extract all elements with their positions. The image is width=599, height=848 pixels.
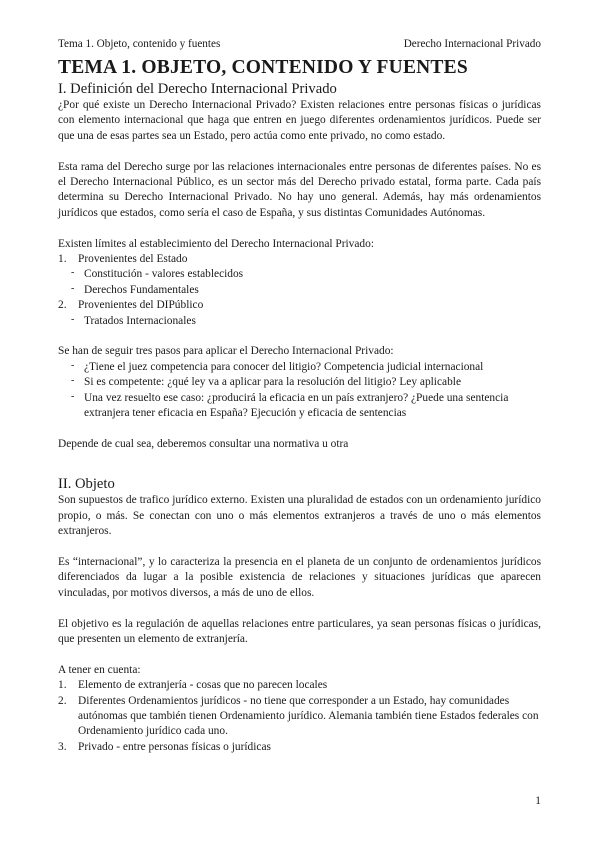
steps-list bbox=[58, 360, 541, 422]
list-item-label: Provenientes del Estado bbox=[78, 253, 188, 266]
header-subject: Derecho Internacional Privado bbox=[403, 38, 541, 50]
dash-bullet: - bbox=[71, 359, 75, 371]
sub-list-item: - Tratados Internacionales bbox=[71, 313, 196, 327]
dash-bullet: - bbox=[71, 267, 75, 279]
paragraph: A tener en cuenta: bbox=[58, 663, 141, 676]
list-item: 1. Elemento de extranjería - cosas que no parecen locales bbox=[58, 678, 541, 693]
list-item bbox=[58, 252, 541, 298]
page-number: 1 bbox=[535, 795, 541, 807]
document-title: TEMA 1. OBJETO, CONTENIDO Y FUENTES bbox=[58, 57, 468, 78]
paragraph: Es “internacional”, y lo caracteriza la presencia en el planeta de un conjunto de ordenamientos jurídicos diferenciados da lugar a la posible existencia de relaciones y situaciones jurídicas que aparecen vinculadas, por motivos diversos, a más de uno de ellos. bbox=[58, 555, 541, 599]
sub-list-item: - Derechos Fundamentales bbox=[71, 282, 199, 296]
paragraph: El objetivo es la regulación de aquellas relaciones entre particulares, ya sean personas físicas o jurídicas, que presenten un elemento de extranjería. bbox=[58, 617, 541, 645]
paragraph: Son supuestos de trafico jurídico externo. Existen una pluralidad de estados con un ordenamiento jurídico propio, o más. Se conectan con uno o más elementos extranjeros a través de uno o más elementos extranjeros. bbox=[58, 494, 541, 538]
list-number: 3. bbox=[58, 740, 67, 753]
list-item: 2. Diferentes Ordenamientos jurídicos - no tiene que corresponder a un Estado, hay comunidades autónomas que también tienen Ordenamiento jurídico. Alemania también tiene Estados federales con Ordenamiento jurídico cada uno. bbox=[58, 694, 541, 740]
notes-list bbox=[58, 678, 541, 755]
dash-bullet: - bbox=[71, 390, 75, 402]
list-number: 2. bbox=[58, 299, 67, 312]
dash-bullet: - bbox=[71, 313, 75, 325]
paragraph: ¿Por qué existe un Derecho Internacional Privado? Existen relaciones entre personas físicas o jurídicas con elemento internacional que haga que entren en juego diferentes ordenamientos jurídicos. Puede ser que una de esas partes sea un Estado, pero actúa como ente privado, no como estado. bbox=[58, 99, 541, 142]
header-topic: Tema 1. Objeto, contenido y fuentes bbox=[58, 38, 221, 50]
list-number: 1. bbox=[58, 679, 67, 692]
section-heading-objeto: II. Objeto bbox=[58, 476, 115, 493]
sub-list-item: - Una vez resuelto ese caso: ¿producirá la eficacia en un país extranjero? ¿Puede una sentencia extranjera tener eficacia en España? Ejecución y eficacia de sentencias bbox=[71, 390, 509, 420]
sub-list bbox=[58, 267, 541, 298]
dash-bullet: - bbox=[71, 282, 75, 294]
sub-list-item: - Constitución - valores establecidos bbox=[71, 267, 244, 281]
limits-list bbox=[58, 252, 541, 329]
list-item: 3. Privado - entre personas físicas o jurídicas bbox=[58, 740, 541, 755]
sub-list-item: - Si es competente: ¿qué ley va a aplicar para la resolución del litigio? Ley aplicable bbox=[71, 375, 461, 389]
paragraph: Se han de seguir tres pasos para aplicar el Derecho Internacional Privado: bbox=[58, 345, 394, 358]
paragraph: Depende de cual sea, deberemos consultar una normativa u otra bbox=[58, 437, 349, 450]
sub-list-item: - ¿Tiene el juez competencia para conocer del litigio? Competencia judicial internacional bbox=[71, 359, 484, 373]
running-header bbox=[58, 37, 541, 51]
list-item bbox=[58, 298, 541, 329]
paragraph: Existen límites al establecimiento del Derecho Internacional Privado: bbox=[58, 237, 374, 250]
paragraph: Esta rama del Derecho surge por las relaciones internacionales entre personas de diferentes países. No es el Derecho Internacional Público, es un sector más del Derecho privado estatal, forma parte. Cada país determina su Derecho Internacional Privado. No hay uno general. Además, hay más ordenamientos jurídicos que estados, como sería el caso de España, y sus distintas Comunidades Autónomas. bbox=[58, 160, 541, 219]
list-number: 2. bbox=[58, 694, 67, 707]
list-number: 1. bbox=[58, 253, 67, 266]
dash-bullet: - bbox=[71, 375, 75, 387]
section-heading-definicion: I. Definición del Derecho Internacional Privado bbox=[58, 81, 337, 97]
sub-list bbox=[58, 314, 541, 329]
list-item-label: Provenientes del DIPúblico bbox=[78, 299, 204, 312]
document-body bbox=[58, 81, 541, 755]
